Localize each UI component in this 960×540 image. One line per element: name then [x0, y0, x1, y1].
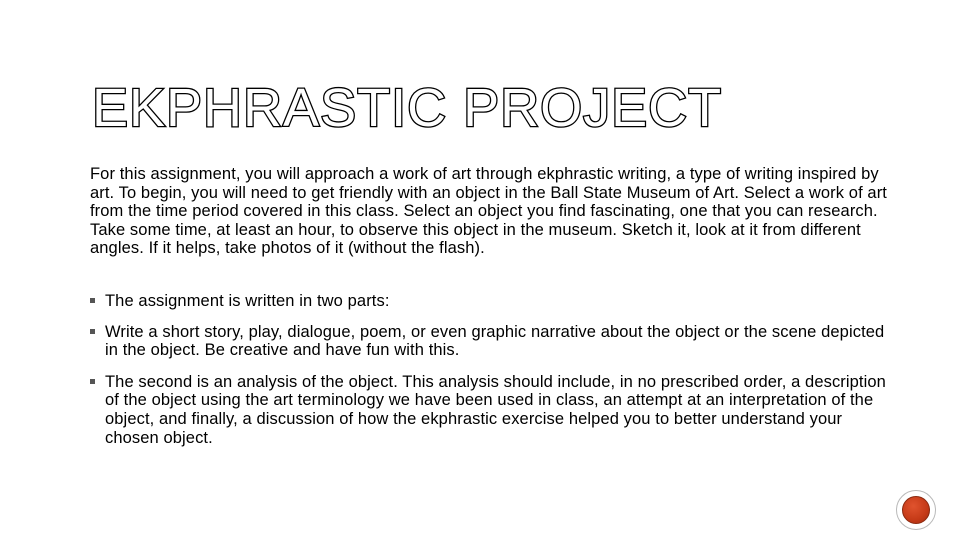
square-bullet-icon	[90, 298, 95, 303]
list-item-text: Write a short story, play, dialogue, poem, or even graphic narrative about the object or the scene depicted in the object. Be creative and have fun with this.	[105, 322, 885, 360]
intro-paragraph: For this assignment, you will approach a work of art through ekphrastic writing, a type of writing inspired by art. To begin, you will need to get friendly with an object in the Ball State Museum of Art. Select a work of art from the time period covered in this class. Select an object you find fascinating, one that you can research. Take some time, at least an hour, to observe this object in the museum. Sketch it, look at it from different angles. If it helps, take photos of it (without the flash).	[90, 165, 887, 258]
list-item	[90, 373, 890, 447]
badge-core	[902, 496, 930, 524]
slide-title: EKPHRASTIC PROJECT	[92, 78, 723, 138]
square-bullet-icon	[90, 329, 95, 334]
list-item-text: The assignment is written in two parts:	[105, 292, 390, 310]
bullet-list	[90, 292, 890, 447]
list-item	[90, 292, 890, 311]
list-item	[90, 323, 890, 360]
square-bullet-icon	[90, 379, 95, 384]
red-circle-badge-icon	[896, 490, 936, 530]
list-item-text: The second is an analysis of the object. This analysis should include, in no prescribed order, a description of the object using the art terminology we have been used in class, an attempt at an interpretation of the object, and finally, a discussion of how the ekphrastic exercise helped you to better understand your chosen object.	[105, 372, 886, 447]
